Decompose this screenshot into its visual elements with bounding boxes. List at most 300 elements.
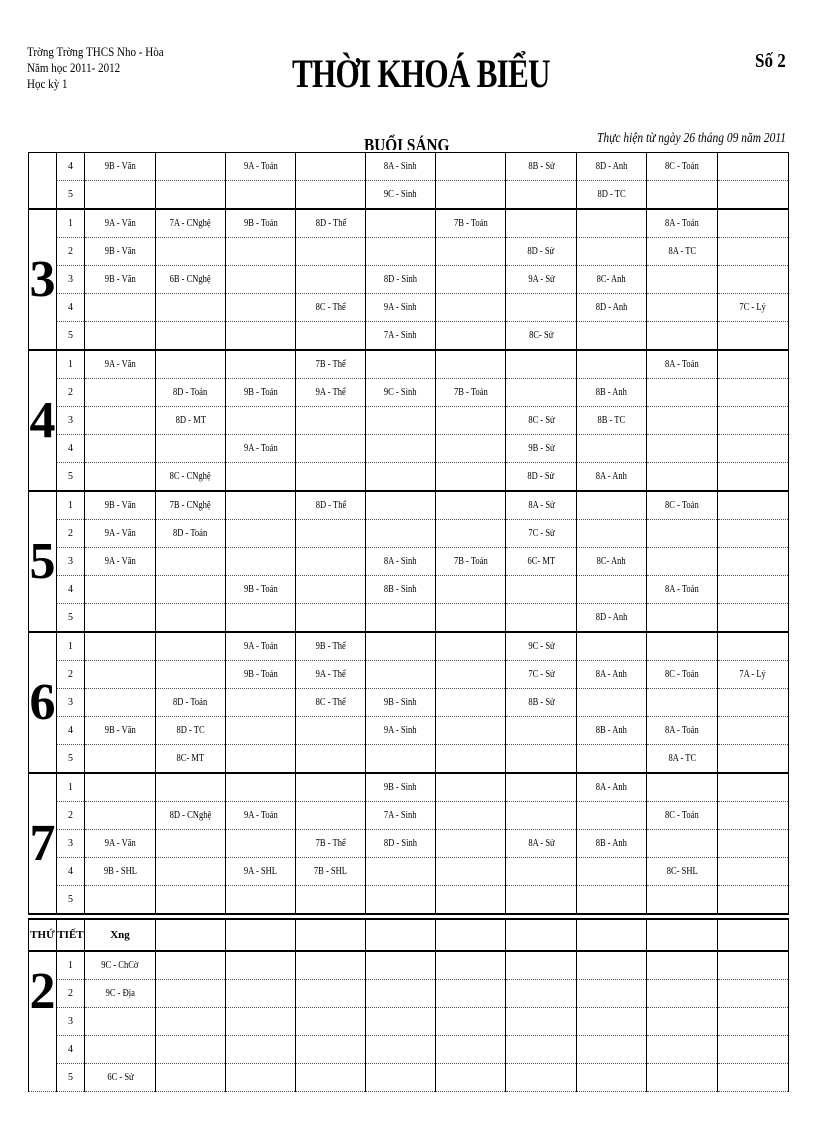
lesson-cell — [296, 435, 366, 463]
period-cell: 4 — [57, 153, 85, 181]
lesson-cell: 8B - Anh — [577, 379, 647, 407]
day-cell — [29, 153, 57, 210]
period-cell: 3 — [57, 407, 85, 435]
period-cell: 5 — [57, 604, 85, 633]
lesson-cell: 7B - Toán — [436, 209, 506, 238]
lesson-cell: 9B - Sử — [506, 435, 577, 463]
lesson-cell — [226, 689, 296, 717]
lesson-cell — [506, 886, 577, 915]
lesson-cell — [647, 548, 718, 576]
lesson-cell — [296, 322, 366, 351]
table-row — [29, 858, 789, 886]
lesson-cell — [366, 463, 436, 492]
lesson-cell — [226, 773, 296, 802]
lesson-cell — [366, 951, 436, 980]
lesson-cell — [156, 858, 226, 886]
lesson-cell — [296, 1008, 366, 1036]
lesson-cell — [296, 604, 366, 633]
lesson-cell — [226, 1008, 296, 1036]
lesson-cell — [156, 773, 226, 802]
table-row — [29, 632, 789, 661]
lesson-cell — [577, 1008, 647, 1036]
lesson-cell — [366, 661, 436, 689]
lesson-cell — [366, 1008, 436, 1036]
lesson-cell — [85, 181, 156, 210]
lesson-cell: 8D - Anh — [577, 294, 647, 322]
table-row — [29, 435, 789, 463]
lesson-cell — [718, 886, 789, 915]
table-header-row — [29, 919, 789, 951]
col-period-header: TIẾT — [57, 919, 85, 951]
lesson-cell: 9A - Văn — [85, 350, 156, 379]
lesson-cell — [85, 802, 156, 830]
lesson-cell — [85, 661, 156, 689]
lesson-cell: 8D - Toán — [156, 689, 226, 717]
table-row — [29, 266, 789, 294]
lesson-cell — [647, 689, 718, 717]
lesson-cell: 8C - Sử — [506, 407, 577, 435]
table-row — [29, 773, 789, 802]
lesson-cell — [296, 1064, 366, 1092]
lesson-cell — [506, 294, 577, 322]
lesson-cell: 8D - Anh — [577, 604, 647, 633]
lesson-cell: 8A - Sinh — [366, 548, 436, 576]
lesson-cell: 9B - Văn — [85, 266, 156, 294]
lesson-cell — [577, 886, 647, 915]
lesson-cell: 9B - Sinh — [366, 689, 436, 717]
lesson-cell: 9A - Văn — [85, 209, 156, 238]
lesson-cell: 8D - Sinh — [366, 830, 436, 858]
lesson-cell — [156, 1064, 226, 1092]
school-year: Năm học 2011- 2012 — [27, 60, 121, 75]
period-cell: 5 — [57, 1064, 85, 1092]
lesson-cell — [436, 322, 506, 351]
lesson-cell: 8D - Thể — [296, 491, 366, 520]
lesson-cell — [85, 435, 156, 463]
lesson-cell — [577, 209, 647, 238]
lesson-cell — [577, 576, 647, 604]
lesson-cell — [436, 886, 506, 915]
lesson-cell — [718, 491, 789, 520]
lesson-cell — [506, 604, 577, 633]
period-cell: 3 — [57, 548, 85, 576]
lesson-cell: 9A - Sinh — [366, 294, 436, 322]
lesson-cell — [366, 632, 436, 661]
lesson-cell — [296, 951, 366, 980]
lesson-cell — [436, 689, 506, 717]
lesson-cell: 9A - Sử — [506, 266, 577, 294]
lesson-cell — [85, 745, 156, 774]
lesson-cell — [647, 1064, 718, 1092]
teacher-header: Xng — [85, 919, 156, 951]
lesson-cell: 8A - Toán — [647, 350, 718, 379]
lesson-cell — [366, 980, 436, 1008]
period-cell: 3 — [57, 1008, 85, 1036]
lesson-cell — [647, 1008, 718, 1036]
lesson-cell: 9C - Địa — [85, 980, 156, 1008]
lesson-cell: 8A - Toán — [647, 576, 718, 604]
lesson-cell — [718, 1008, 789, 1036]
lesson-cell — [436, 951, 506, 980]
lesson-cell: 7C - Sử — [506, 661, 577, 689]
lesson-cell: 8D - Toán — [156, 379, 226, 407]
lesson-cell — [436, 830, 506, 858]
lesson-cell — [718, 689, 789, 717]
lesson-cell — [718, 858, 789, 886]
lesson-cell — [226, 266, 296, 294]
lesson-cell — [156, 181, 226, 210]
lesson-cell — [366, 745, 436, 774]
table-row — [29, 951, 789, 980]
period-cell: 2 — [57, 520, 85, 548]
lesson-cell — [156, 1036, 226, 1064]
lesson-cell — [296, 463, 366, 492]
lesson-cell: 8C- Anh — [577, 548, 647, 576]
table-row — [29, 463, 789, 492]
lesson-cell: 8A - Anh — [577, 661, 647, 689]
lesson-cell — [226, 520, 296, 548]
period-cell: 3 — [57, 830, 85, 858]
lesson-cell — [718, 238, 789, 266]
table-row — [29, 548, 789, 576]
period-cell: 2 — [57, 980, 85, 1008]
lesson-cell — [226, 1036, 296, 1064]
lesson-cell — [156, 632, 226, 661]
lesson-cell — [226, 294, 296, 322]
lesson-cell: 8C- Anh — [577, 266, 647, 294]
lesson-cell — [85, 632, 156, 661]
lesson-cell: 9A - Sinh — [366, 717, 436, 745]
lesson-cell: 7A - Sinh — [366, 802, 436, 830]
lesson-cell — [436, 802, 506, 830]
lesson-cell: 9A - Toán — [226, 435, 296, 463]
lesson-cell — [718, 435, 789, 463]
lesson-cell — [156, 951, 226, 980]
lesson-cell — [577, 322, 647, 351]
day-cell: 3 — [29, 209, 57, 350]
table-row — [29, 1064, 789, 1092]
lesson-cell — [366, 407, 436, 435]
lesson-cell — [506, 1008, 577, 1036]
lesson-cell: 8C- Sử — [506, 322, 577, 351]
lesson-cell — [647, 322, 718, 351]
lesson-cell: 7B - Thể — [296, 350, 366, 379]
lesson-cell: 8C - Thể — [296, 294, 366, 322]
table-row — [29, 209, 789, 238]
table-row — [29, 576, 789, 604]
lesson-cell — [436, 604, 506, 633]
lesson-cell — [85, 463, 156, 492]
lesson-cell: 9A - Văn — [85, 548, 156, 576]
period-cell: 4 — [57, 858, 85, 886]
lesson-cell — [577, 435, 647, 463]
lesson-cell — [296, 407, 366, 435]
lesson-cell — [647, 951, 718, 980]
lesson-cell: 8C- SHL — [647, 858, 718, 886]
table-row — [29, 520, 789, 548]
lesson-cell: 9A - SHL — [226, 858, 296, 886]
lesson-cell: 8D - Sử — [506, 238, 577, 266]
lesson-cell — [85, 576, 156, 604]
lesson-cell: 8B - Anh — [577, 830, 647, 858]
day-cell: 4 — [29, 350, 57, 491]
lesson-cell — [647, 435, 718, 463]
lesson-cell: 9B - Toán — [226, 379, 296, 407]
lesson-cell — [366, 238, 436, 266]
lesson-cell: 9B - Toán — [226, 576, 296, 604]
day-cell: 2 — [29, 951, 57, 1092]
lesson-cell — [647, 980, 718, 1008]
lesson-cell — [506, 209, 577, 238]
lesson-cell — [577, 858, 647, 886]
lesson-cell — [718, 1064, 789, 1092]
lesson-cell: 8A - Anh — [577, 773, 647, 802]
lesson-cell — [436, 463, 506, 492]
period-cell: 4 — [57, 576, 85, 604]
period-cell: 4 — [57, 294, 85, 322]
lesson-cell — [718, 604, 789, 633]
lesson-cell — [226, 238, 296, 266]
col-day-header: THỨ — [29, 919, 57, 951]
table-row — [29, 181, 789, 210]
effective-date: Thực hiện từ ngày 26 tháng 09 năm 2011 — [597, 131, 786, 146]
lesson-cell: 6C- MT — [506, 548, 577, 576]
period-cell: 3 — [57, 689, 85, 717]
lesson-cell — [85, 773, 156, 802]
lesson-cell — [577, 350, 647, 379]
lesson-cell: 7B - CNghệ — [156, 491, 226, 520]
lesson-cell — [226, 322, 296, 351]
lesson-cell — [506, 1064, 577, 1092]
lesson-cell: 8C - Thể — [296, 689, 366, 717]
lesson-cell — [366, 520, 436, 548]
lesson-cell — [506, 745, 577, 774]
lesson-cell — [436, 520, 506, 548]
lesson-cell: 9B - Toán — [226, 661, 296, 689]
lesson-cell — [718, 717, 789, 745]
lesson-cell — [156, 1008, 226, 1036]
page-title: THỜI KHOÁ BIỂU — [292, 51, 550, 96]
schedule-number: Số 2 — [755, 50, 786, 72]
lesson-cell — [85, 407, 156, 435]
lesson-cell — [577, 745, 647, 774]
lesson-cell — [718, 209, 789, 238]
lesson-cell — [647, 886, 718, 915]
lesson-cell — [85, 1036, 156, 1064]
lesson-cell — [296, 576, 366, 604]
table-row — [29, 717, 789, 745]
lesson-cell — [296, 773, 366, 802]
lesson-cell — [647, 407, 718, 435]
lesson-cell — [366, 435, 436, 463]
lesson-cell: 8C - Toán — [647, 661, 718, 689]
lesson-cell: 9B - Sinh — [366, 773, 436, 802]
lesson-cell: 9B - Văn — [85, 153, 156, 181]
lesson-cell: 9B - Toán — [226, 209, 296, 238]
lesson-cell — [718, 266, 789, 294]
lesson-cell — [718, 632, 789, 661]
lesson-cell — [436, 980, 506, 1008]
lesson-cell: 9A - Thể — [296, 379, 366, 407]
table-row — [29, 689, 789, 717]
lesson-cell — [436, 153, 506, 181]
lesson-cell: 8D - TC — [156, 717, 226, 745]
lesson-cell — [156, 548, 226, 576]
lesson-cell — [156, 604, 226, 633]
table-row — [29, 604, 789, 633]
lesson-cell — [226, 1064, 296, 1092]
lesson-cell: 8B - Sử — [506, 153, 577, 181]
table-row — [29, 238, 789, 266]
lesson-cell — [366, 604, 436, 633]
lesson-cell — [226, 491, 296, 520]
lesson-cell — [436, 266, 506, 294]
lesson-cell — [436, 745, 506, 774]
lesson-cell: 8C - CNghệ — [156, 463, 226, 492]
table-row — [29, 802, 789, 830]
lesson-cell — [718, 802, 789, 830]
lesson-cell — [577, 520, 647, 548]
lesson-cell — [436, 238, 506, 266]
table-row — [29, 830, 789, 858]
lesson-cell — [718, 463, 789, 492]
period-cell: 1 — [57, 951, 85, 980]
lesson-cell — [718, 153, 789, 181]
session-label: BUỔI SÁNG — [364, 135, 450, 150]
lesson-cell — [156, 350, 226, 379]
timetable-second — [28, 918, 789, 1092]
lesson-cell — [156, 153, 226, 181]
lesson-cell — [296, 1036, 366, 1064]
lesson-cell — [436, 407, 506, 435]
lesson-cell: 8A - Sử — [506, 491, 577, 520]
lesson-cell — [577, 980, 647, 1008]
lesson-cell: 8C - Toán — [647, 153, 718, 181]
lesson-cell: 8D - CNghệ — [156, 802, 226, 830]
lesson-cell: 9A - Toán — [226, 802, 296, 830]
period-cell: 1 — [57, 209, 85, 238]
table-row — [29, 153, 789, 181]
table-row — [29, 886, 789, 915]
lesson-cell — [506, 576, 577, 604]
lesson-cell — [647, 463, 718, 492]
lesson-cell — [577, 802, 647, 830]
lesson-cell — [647, 632, 718, 661]
lesson-cell: 9C - ChCờ — [85, 951, 156, 980]
lesson-cell — [436, 181, 506, 210]
lesson-cell — [506, 1036, 577, 1064]
lesson-cell — [647, 604, 718, 633]
school-info — [27, 44, 164, 92]
lesson-cell: 9A - Toán — [226, 632, 296, 661]
lesson-cell — [366, 491, 436, 520]
lesson-cell — [718, 548, 789, 576]
lesson-cell — [85, 294, 156, 322]
lesson-cell — [226, 181, 296, 210]
period-cell: 1 — [57, 632, 85, 661]
day-cell: 6 — [29, 632, 57, 773]
lesson-cell — [718, 520, 789, 548]
lesson-cell — [296, 266, 366, 294]
lesson-cell — [296, 548, 366, 576]
lesson-cell: 7C - Lý — [718, 294, 789, 322]
lesson-cell — [296, 802, 366, 830]
lesson-cell — [366, 209, 436, 238]
lesson-cell: 8D - Toán — [156, 520, 226, 548]
lesson-cell: 6C - Sử — [85, 1064, 156, 1092]
lesson-cell: 6B - CNghệ — [156, 266, 226, 294]
lesson-cell: 9B - SHL — [85, 858, 156, 886]
lesson-cell — [647, 830, 718, 858]
lesson-cell — [156, 886, 226, 915]
lesson-cell: 8B - Anh — [577, 717, 647, 745]
lesson-cell: 7A - CNghệ — [156, 209, 226, 238]
lesson-cell — [436, 632, 506, 661]
lesson-cell — [436, 717, 506, 745]
lesson-cell: 9C - Sử — [506, 632, 577, 661]
lesson-cell — [85, 379, 156, 407]
lesson-cell — [647, 379, 718, 407]
lesson-cell: 7C - Sử — [506, 520, 577, 548]
lesson-cell: 8B - Sinh — [366, 576, 436, 604]
lesson-cell — [718, 951, 789, 980]
lesson-cell — [577, 951, 647, 980]
lesson-cell: 9B - Thể — [296, 632, 366, 661]
day-cell: 7 — [29, 773, 57, 914]
lesson-cell: 9A - Thể — [296, 661, 366, 689]
lesson-cell — [156, 322, 226, 351]
period-cell: 5 — [57, 463, 85, 492]
lesson-cell: 9C - Sinh — [366, 181, 436, 210]
lesson-cell: 9B - Văn — [85, 238, 156, 266]
lesson-cell — [366, 350, 436, 379]
period-cell: 2 — [57, 661, 85, 689]
lesson-cell — [296, 520, 366, 548]
lesson-cell — [436, 435, 506, 463]
lesson-cell — [436, 491, 506, 520]
period-cell: 3 — [57, 266, 85, 294]
lesson-cell — [156, 980, 226, 1008]
lesson-cell — [577, 1064, 647, 1092]
lesson-cell — [506, 350, 577, 379]
lesson-cell — [506, 951, 577, 980]
lesson-cell: 8B - Sử — [506, 689, 577, 717]
lesson-cell — [436, 350, 506, 379]
lesson-cell: 8A - Anh — [577, 463, 647, 492]
table-row — [29, 294, 789, 322]
day-cell: 5 — [29, 491, 57, 632]
lesson-cell — [296, 886, 366, 915]
lesson-cell — [647, 773, 718, 802]
period-cell: 5 — [57, 886, 85, 915]
lesson-cell — [506, 773, 577, 802]
lesson-cell — [226, 407, 296, 435]
period-cell: 4 — [57, 717, 85, 745]
lesson-cell — [436, 576, 506, 604]
lesson-cell: 9B - Văn — [85, 717, 156, 745]
lesson-cell: 8D - MT — [156, 407, 226, 435]
table-row — [29, 407, 789, 435]
lesson-cell — [85, 886, 156, 915]
period-cell: 2 — [57, 379, 85, 407]
lesson-cell — [226, 604, 296, 633]
period-cell: 1 — [57, 491, 85, 520]
lesson-cell — [366, 858, 436, 886]
period-cell: 5 — [57, 322, 85, 351]
table-row — [29, 322, 789, 351]
lesson-cell — [718, 379, 789, 407]
lesson-cell — [718, 1036, 789, 1064]
